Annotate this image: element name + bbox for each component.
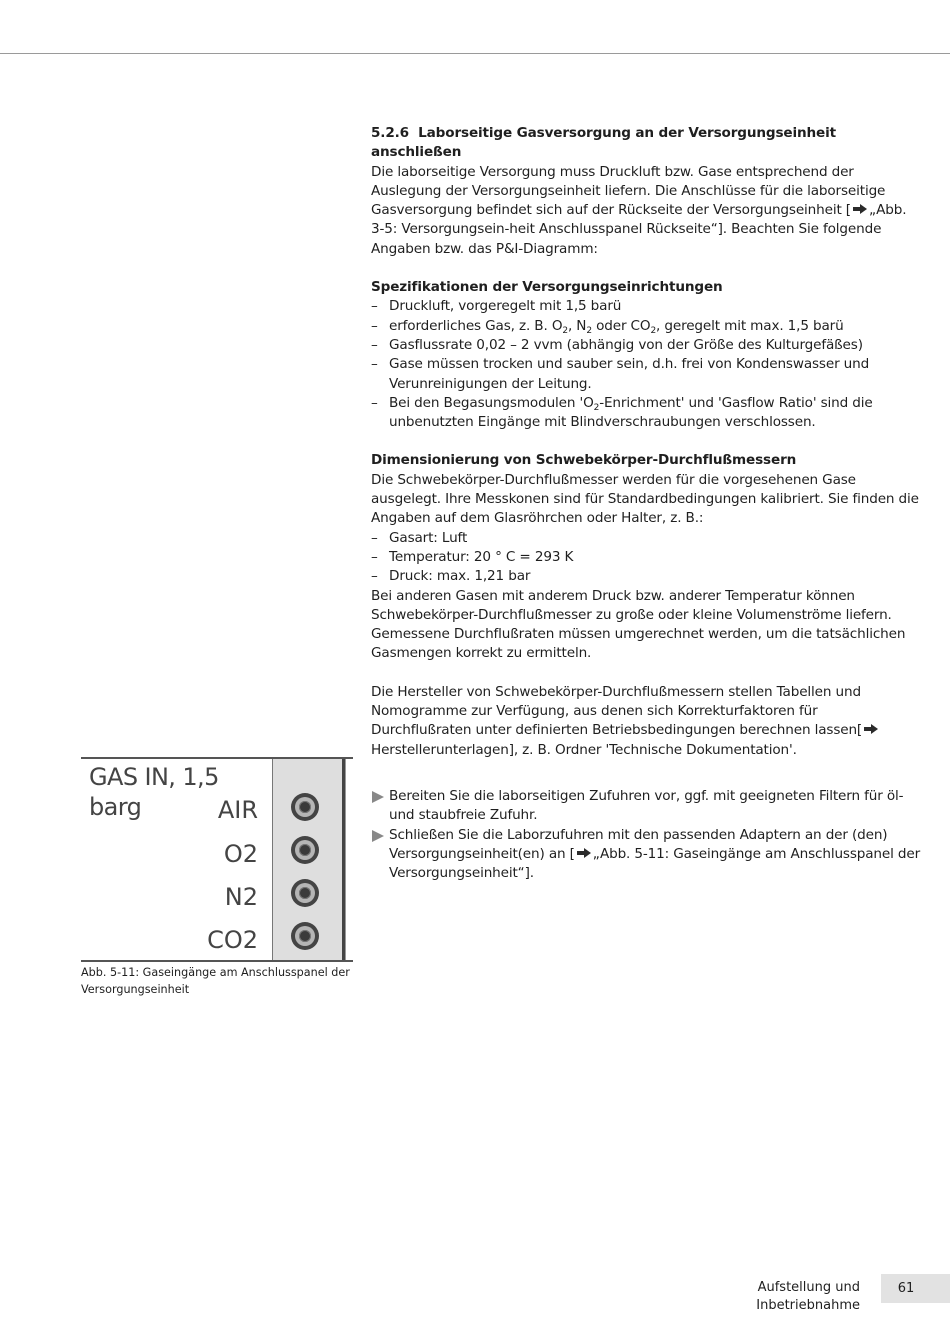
manufacturer-reference-link[interactable]: Herstellerunterlagen <box>371 741 509 758</box>
manufacturer-text-end: ], z. B. Ordner 'Technische Dokumentation'. <box>508 741 797 758</box>
gas-port-o2-icon <box>291 836 319 864</box>
subscript: 2 <box>562 325 568 336</box>
list-item-text: , geregelt mit max. 1,5 barü <box>656 317 844 334</box>
header-rule <box>0 53 950 54</box>
section-number: 5.2.6 <box>371 125 409 141</box>
list-item <box>371 394 921 433</box>
intro-text: Die laborseitige Versorgung muss Druckluft bzw. Gase entsprechend der Auslegung der Versorgungseinheit liefern. Die Anschlüsse für die laborseitige Gasversorgung befindet sich auf der Rückseite der Versorgungseinheit [ <box>371 163 886 219</box>
page-number-box <box>881 1274 950 1303</box>
list-item <box>371 336 921 355</box>
panel-title: GAS IN, 1,5 barg <box>89 763 219 821</box>
list-item-text: oder CO <box>591 317 651 334</box>
list-item-text: , N <box>567 317 587 334</box>
gas-inlet-panel-figure <box>81 757 353 962</box>
list-item-text: Bei den Begasungsmodulen 'O <box>389 394 594 411</box>
section-manufacturer <box>371 683 921 760</box>
list-item-text: Gasflussrate 0,02 – 2 vvm (abhängig von der Größe des Kulturgefäßes) <box>389 336 863 353</box>
step-reference-link[interactable]: „Abb. 5-11: Gaseingänge am Anschlusspanel der Versorgungseinheit“ <box>389 845 921 882</box>
main-text-column <box>371 124 921 883</box>
intro-text-end: ]. Beachten Sie folgende Angaben bzw. das P&I-Diagramm: <box>371 221 882 257</box>
list-item <box>371 297 921 316</box>
instruction-steps <box>371 787 921 883</box>
intro-paragraph <box>371 163 921 259</box>
section-title: Laborseitige Gasversorgung an der Versorgungseinheit anschließen <box>371 125 836 161</box>
section-dimension <box>371 451 921 663</box>
section-heading <box>371 124 921 163</box>
dimension-paragraph-1: Die Schwebekörper-Durchflußmesser werden für die vorgesehenen Gase ausgelegt. Ihre Messkonen sind für Standardbedingungen kalibriert. Sie finden die Angaben auf dem Glasröhrchen oder Halter, z. B.: <box>371 471 919 527</box>
gas-port-co2-icon <box>291 922 319 950</box>
step-item <box>371 787 921 826</box>
list-item-text: erforderliches Gas, z. B. O <box>389 317 563 334</box>
gas-port-n2-icon <box>291 879 319 907</box>
reference-arrow-icon <box>853 204 867 214</box>
subscript: 2 <box>593 402 600 413</box>
gas-port-air-icon <box>291 793 319 821</box>
page-number: 61 <box>897 1281 915 1296</box>
dimension-paragraph-2: Bei anderen Gasen mit anderem Druck bzw. anderer Temperatur können Schwebekörper-Durchflußmesser zu große oder kleine Volumenströme liefern. Gemessene Durchflußraten müssen umgerechnet werden, um die tatsächlichen Gasmengen korrekt zu ermitteln. <box>371 587 906 662</box>
reference-arrow-icon <box>577 848 591 858</box>
step-text: Schließen Sie die Laborzufuhren mit den passenden Adaptern an der (den) Versorgungseinheit(en) an [ <box>389 826 888 862</box>
subscript: 2 <box>650 325 657 336</box>
section-specs <box>371 278 921 432</box>
gas-label-o2: O2 <box>223 840 258 868</box>
reference-arrow-icon <box>864 724 878 734</box>
manufacturer-paragraph <box>371 683 921 760</box>
specs-heading: Spezifikationen der Versorgungseinrichtungen <box>371 279 723 296</box>
step-list <box>371 787 921 883</box>
gas-label-n2: N2 <box>224 883 258 911</box>
subscript: 2 <box>586 325 592 336</box>
panel-edge-outer <box>345 759 354 960</box>
gas-label-air: AIR <box>217 796 258 824</box>
list-item-text: -Enrichment' und 'Gasflow Ratio' sind die unbenutzten Eingänge mit Blindverschraubungen verschlossen. <box>389 394 873 431</box>
list-item: – Druck: max. 1,21 bar <box>371 567 921 586</box>
dimension-list <box>371 529 921 587</box>
list-item-text: Gase müssen trocken und sauber sein, d.h. frei von Kondenswasser und Verunreinigungen der Leitung. <box>389 356 870 392</box>
footer-chapter-title: Aufstellung und Inbetriebnahme <box>756 1280 860 1313</box>
step-triangle-icon <box>372 791 384 803</box>
step-text: Bereiten Sie die laborseitigen Zufuhren vor, ggf. mit geeigneten Filtern für öl- und staubfreie Zufuhr. <box>389 787 904 824</box>
specs-list <box>371 297 921 432</box>
list-item-text: Druckluft, vorgeregelt mit 1,5 barü <box>389 298 622 315</box>
list-item: – Gasart: Luft <box>371 529 921 548</box>
figure-caption: Abb. 5-11: Gaseingänge am Anschlusspanel der Versorgungseinheit <box>81 966 350 996</box>
panel-label-area <box>81 759 273 960</box>
list-item <box>371 355 921 394</box>
step-triangle-icon <box>372 830 384 842</box>
section-intro <box>371 124 921 259</box>
gas-label-co2: CO2 <box>207 926 258 954</box>
step-item <box>371 826 921 884</box>
manufacturer-text: Die Hersteller von Schwebekörper-Durchflußmessern stellen Tabellen und Nomogramme zur Verfügung, aus denen sich Korrekturfaktoren für Durchflußraten unter definierten Betriebsbedingungen berechnen lassen[ <box>371 683 863 739</box>
dimension-heading: Dimensionierung von Schwebekörper-Durchflußmessern <box>371 452 797 469</box>
step-text-end: ]. <box>524 865 534 882</box>
panel-port-area <box>273 759 342 960</box>
list-item: – Temperatur: 20 ° C = 293 K <box>371 548 921 567</box>
intro-reference-link[interactable]: „Abb. 3-5: Versorgungsein-heit Anschlusspanel Rückseite“ <box>371 202 907 238</box>
list-item <box>371 317 921 336</box>
